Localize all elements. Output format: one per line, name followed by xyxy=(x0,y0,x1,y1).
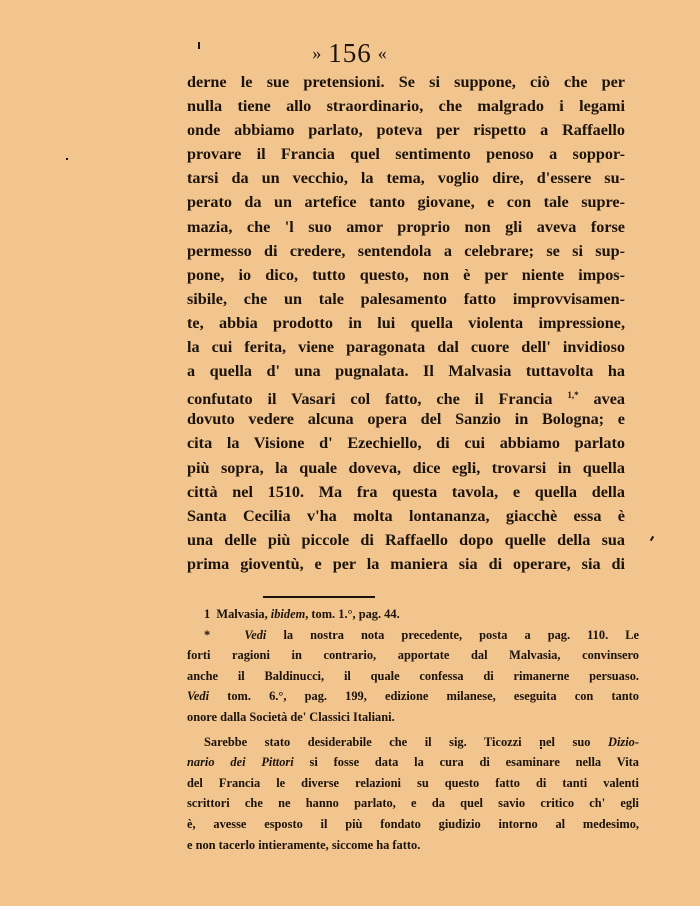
text-line: cita la Visione d' Ezechiello, di cui abbiamo parlato xyxy=(187,434,625,453)
text-line: città nel 1510. Ma fra questa tavola, e quella della xyxy=(187,482,625,501)
text-line: sibile, che un tale palesamento fatto improvvisamen- xyxy=(187,289,625,308)
footnote-marker: * xyxy=(204,627,211,642)
footnote-rule xyxy=(263,596,375,598)
footnotes xyxy=(187,604,639,855)
text-line: mazia, che 'l suo amor proprio non gli aveva forse xyxy=(187,217,625,236)
footnote-2-line: onore dalla Società de' Classici Italiani. xyxy=(187,709,395,724)
footnote-marker: 1 xyxy=(204,607,211,621)
text-line: permesso di credere, sentendola a celebrare; se si sup- xyxy=(187,241,625,260)
text-line: dovuto vedere alcuna opera del Sanzio in Bologna; e xyxy=(187,410,625,429)
footnote-2-line xyxy=(187,625,639,646)
footnote-author: Malvasia, xyxy=(216,607,268,621)
footnote-3-line xyxy=(187,732,639,753)
footnote-2-line: anche il Baldinucci, il quale confessa di rimanerne persuaso. xyxy=(187,668,639,683)
footnote-3-line xyxy=(187,752,639,773)
ornament-right: « xyxy=(377,43,388,63)
footnote-1 xyxy=(187,604,639,625)
text-line: derne le sue pretensioni. Se si suppone, ciò che per xyxy=(187,73,625,91)
footnote-2-line: forti ragioni in contrario, apportate dal Malvasia, convinsero xyxy=(187,648,639,663)
text-line-end: avea xyxy=(593,390,625,408)
footnote-vedi: Vedi xyxy=(187,689,210,704)
footnote-references: 1,* xyxy=(567,390,579,401)
text-line: una delle più piccole di Raffaello dopo quelle della sua xyxy=(187,530,625,549)
page-number-value: 156 xyxy=(328,38,372,68)
text-line: la cui ferita, viene paragonata dal cuore dell' invidioso xyxy=(187,338,625,357)
footnote-1-rest: , tom. 1.°, pag. 44. xyxy=(305,607,400,621)
text-line: a quella d' una pugnalata. Il Malvasia tuttavolta ha xyxy=(187,362,625,381)
footnote-text: la nostra nota precedente, posta a pag. 110. Le xyxy=(283,627,639,642)
text-line: perato da un artefice tanto giovane, e con tale supre- xyxy=(187,193,625,212)
text-line: provare il Francia quel sentimento penoso a soppor- xyxy=(187,145,625,164)
text-line: più sopra, la quale doveva, dice egli, trovarsi in quella xyxy=(187,458,625,477)
print-speck xyxy=(66,158,68,160)
footnote-italic: nario dei Pittori xyxy=(187,755,294,770)
footnote-vedi: Vedi xyxy=(244,627,267,642)
text-line: onde abbiamo parlato, poteva per rispetto a Raffaello xyxy=(187,121,625,140)
main-text xyxy=(187,70,625,576)
footnote-3-line: e non tacerlo intieramente, siccome ha fatto. xyxy=(187,837,421,852)
text-line: nulla tiene allo straordinario, che malgrado i legami xyxy=(187,97,625,116)
text-line-start: confutato il Vasari col fatto, che il Francia xyxy=(187,390,553,408)
footnote-ibidem: ibidem xyxy=(270,607,306,621)
page-number xyxy=(0,38,700,68)
footnote-text: Sarebbe stato desiderabile che il sig. Ticozzi nel suo xyxy=(204,734,591,749)
footnote-italic: Dizio- xyxy=(608,734,639,749)
footnote-3-line: del Francia le diverse relazioni su questo fatto di tanti valenti xyxy=(187,775,639,790)
text-line: pone, io dico, tutto questo, non è per niente impos- xyxy=(187,265,625,284)
footnote-2-line xyxy=(187,686,639,707)
footnote-3-line: è, avesse esposto il più fondato giudizio intorno al medesimo, xyxy=(187,816,639,831)
footnote-text: si fosse data la cura di esaminare nella Vita xyxy=(309,755,639,770)
text-line: Santa Cecilia v'ha molta lontananza, giacchè essa è xyxy=(187,506,625,525)
footnote-text: tom. 6.°, pag. 199, edizione milanese, eseguita con tanto xyxy=(227,689,639,704)
text-line: prima gioventù, e per la maniera sia di operare, sia di xyxy=(187,554,625,573)
print-speck xyxy=(650,536,654,541)
text-line-with-reference xyxy=(187,383,625,407)
footnote-3-line: scrittori che ne hanno parlato, e da quel savio critico ch' egli xyxy=(187,796,639,811)
ornament-left: » xyxy=(312,43,323,63)
text-line: tarsi da un vecchio, la tema, voglio dire, d'essere su- xyxy=(187,169,625,188)
text-line: te, abbia prodotto in lui quella violenta impressione, xyxy=(187,313,625,332)
